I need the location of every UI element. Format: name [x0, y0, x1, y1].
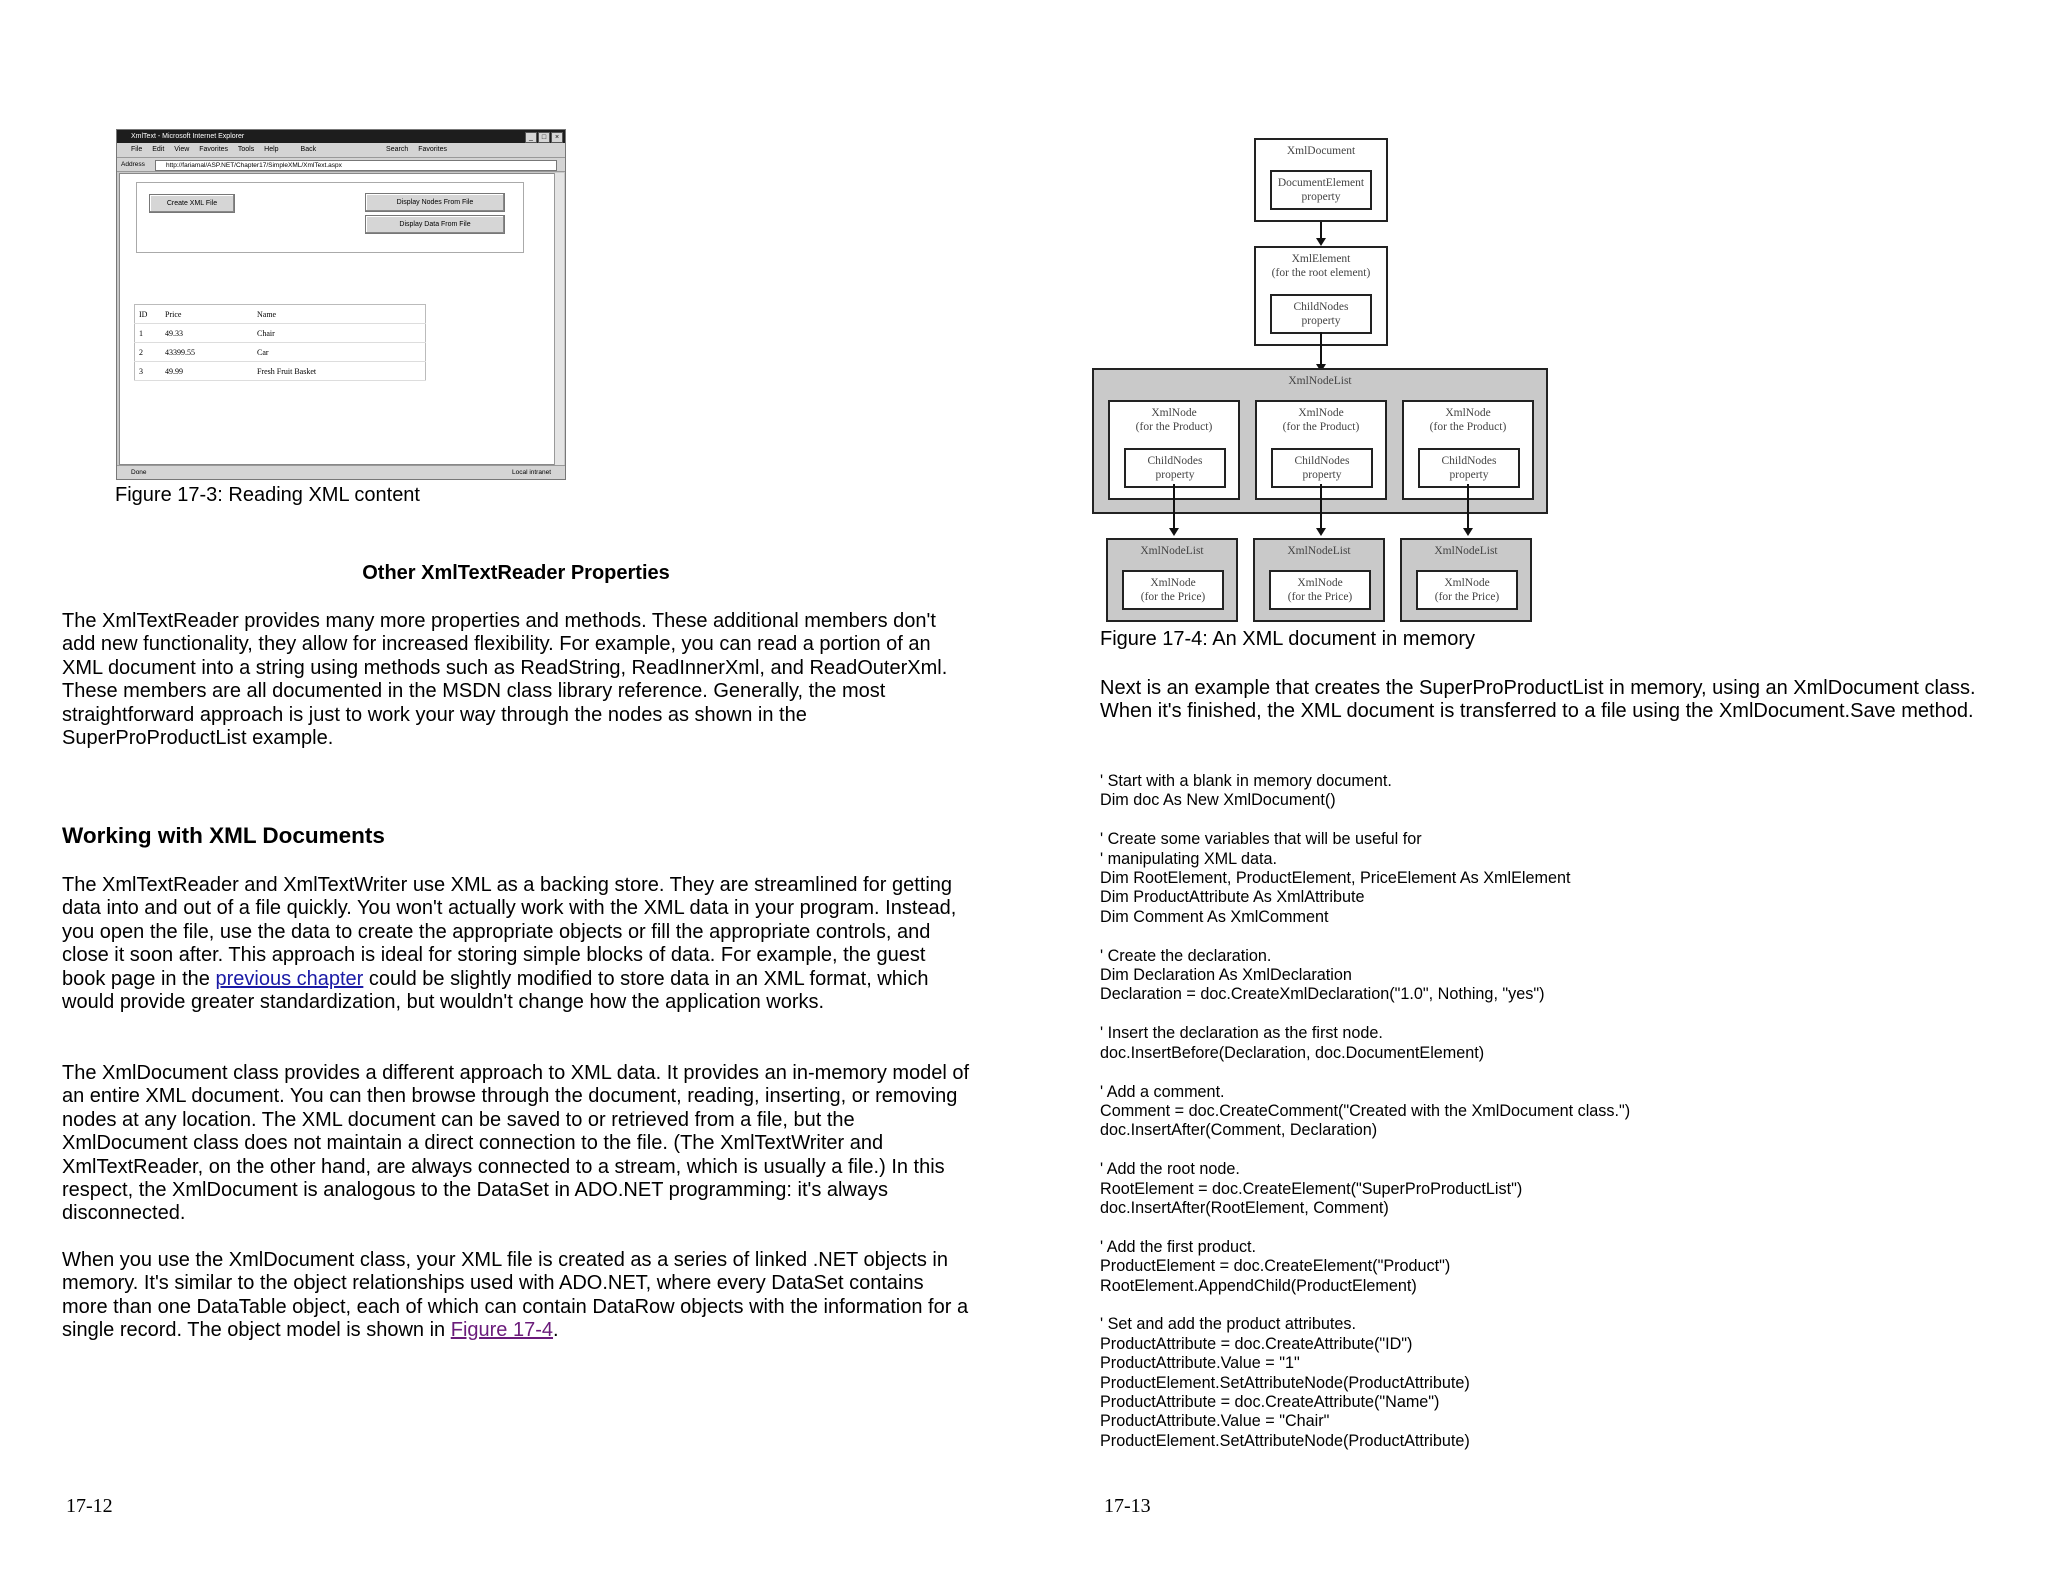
paragraph: The XmlTextReader provides many more properties and methods. These additional members don't add new functionality, they allow for increased flexibility. For example, you can read a portion of an XML document into a string using methods such as ReadString, ReadInnerXml, and ReadOuterXml. These members are all documented in the MSDN class library reference. Generally, the most straightforward approach is just to work your way through the nodes as shown in the SuperProProductList example.: [62, 610, 948, 750]
xmlnode-price-box: [1122, 570, 1224, 610]
menu-edit[interactable]: Edit: [152, 146, 165, 153]
section-heading: Working with XML Documents: [62, 823, 385, 848]
subheading: Other XmlTextReader Properties: [362, 562, 670, 584]
xmlnodelist-label: XmlNodeList: [1434, 545, 1498, 557]
childnodes-label: ChildNodes property: [1293, 301, 1349, 327]
menu-help[interactable]: Help: [264, 146, 279, 153]
table-cell: 2: [135, 343, 162, 362]
childnodes-box: [1270, 294, 1372, 334]
xmlnode-price-box: [1269, 570, 1371, 610]
arrow-icon: [1320, 222, 1322, 244]
paragraph-text: When you use the XmlDocument class, your XML file is created as a series of linked .NET objects in memory. It's similar to the object relationships used with ADO.NET, where every DataSet contains more than one DataTable object, each of which can contain DataRow objects with the information for a single record. The object model is shown in: [62, 1249, 969, 1342]
status-bar: [117, 465, 565, 479]
table-header: Price: [161, 305, 253, 324]
menu-tools[interactable]: Tools: [237, 146, 255, 153]
table-row: [135, 343, 426, 362]
xmlnodelist-price-box: [1400, 538, 1532, 622]
display-nodes-button[interactable]: Display Nodes From File: [365, 193, 505, 212]
xmldocument-box: [1254, 138, 1388, 222]
window-title: XmlText - Microsoft Internet Explorer: [131, 133, 245, 140]
table-cell: 49.33: [161, 324, 253, 343]
figure-caption: Figure 17-4: An XML document in memory: [1100, 628, 1475, 650]
xmlelement-label: XmlElement (for the root element): [1271, 253, 1371, 279]
close-icon[interactable]: ×: [551, 132, 563, 143]
menu-favorites[interactable]: Favorites: [199, 146, 229, 153]
previous-chapter-link[interactable]: previous chapter: [215, 967, 364, 990]
xmlnodelist-price-box: [1106, 538, 1238, 622]
table-cell: Fresh Fruit Basket: [253, 362, 426, 381]
paragraph: Next is an example that creates the SuperProProductList in memory, using an XmlDocument class. When it's finished, the XML document is transferred to a file using the XmlDocument.Save method.: [1100, 677, 1976, 723]
arrow-icon: [1320, 332, 1322, 370]
page-number: 17-12: [66, 1495, 113, 1517]
xmldocument-label: XmlDocument: [1286, 145, 1356, 157]
paragraph-text: could be slightly modified to store data in an XML format, which would provide greater standardization, but wouldn't change how the application works.: [62, 967, 929, 1014]
childnodes-label: ChildNodes property: [1441, 455, 1497, 481]
xmlnodelist-label: XmlNodeList: [1140, 545, 1204, 557]
xmlnode-product-label: XmlNode (for the Product): [1429, 407, 1507, 433]
arrow-icon: [1173, 484, 1175, 534]
back-button[interactable]: Back: [300, 146, 317, 153]
xmlelement-box: [1254, 246, 1388, 346]
table-row: [135, 362, 426, 381]
paragraph: [62, 1249, 974, 1343]
childnodes-box: [1271, 448, 1373, 488]
table-cell: 1: [135, 324, 162, 343]
search-button[interactable]: Search: [386, 146, 409, 153]
figure-17-4-link[interactable]: Figure 17-4: [450, 1319, 554, 1342]
xmlnodelist-price-box: [1253, 538, 1385, 622]
table-cell: Car: [253, 343, 426, 362]
childnodes-box: [1418, 448, 1520, 488]
figure-caption: Figure 17-3: Reading XML content: [115, 484, 420, 506]
table-cell: 3: [135, 362, 162, 381]
xmlnode-product-label: XmlNode (for the Product): [1282, 407, 1360, 433]
table-cell: 49.99: [161, 362, 253, 381]
xmlnode-price-label: XmlNode (for the Price): [1434, 577, 1500, 603]
table-cell: 43399.55: [161, 343, 253, 362]
paragraph-text: The XmlTextReader and XmlTextWriter use XML as a backing store. They are streamlined for getting data into and out of a file quickly. You won't actually work with the XML data in your program. Instead, you open the file, use the data to create the appropriate objects or fill the appropriate controls, and close it soon after. This approach is ideal for storing simple blocks of data. For example, the guest book page in the: [62, 874, 957, 990]
table-cell: Chair: [253, 324, 426, 343]
status-text: Done: [131, 469, 147, 476]
button-panel: [136, 182, 524, 253]
table-row: [135, 324, 426, 343]
arrow-icon: [1320, 484, 1322, 534]
menu-view[interactable]: View: [174, 146, 190, 153]
xmlnode-price-box: [1416, 570, 1518, 610]
address-input[interactable]: http://fariamal/ASP.NET/Chapter17/SimpleXML/XmlText.aspx: [155, 160, 557, 171]
menu-bar: [117, 143, 565, 158]
maximize-icon[interactable]: □: [538, 132, 550, 143]
documentelement-box: [1270, 170, 1372, 210]
childnodes-label: ChildNodes property: [1294, 455, 1350, 481]
menu-file[interactable]: File: [131, 146, 143, 153]
arrow-icon: [1467, 484, 1469, 534]
status-zone: Local intranet: [511, 469, 551, 476]
xmlnode-price-label: XmlNode (for the Price): [1287, 577, 1353, 603]
table-header-row: [135, 305, 426, 324]
display-data-button[interactable]: Display Data From File: [365, 215, 505, 234]
vertical-scrollbar[interactable]: [554, 173, 564, 465]
code-listing: ' Start with a blank in memory document. Dim doc As New XmlDocument() ' Create some variables that will be useful for ' manipulating XML data. Dim RootElement, ProductElement, PriceElement As XmlElement Dim ProductAttribute As XmlAttribute Dim Comment As XmlComment ' Create the declaration. Dim Declaration As XmlDeclaration Declaration = doc.CreateXmlDeclaration("1.0", Nothing, "yes") ' Insert the declaration as the first node. doc.InsertBefore(Declaration, doc.DocumentElement) ' Add a comment. Comment = doc.CreateComment("Created with the XmlDocument class.") doc.InsertAfter(Comment, Declaration) ' Add the root node. RootElement = doc.CreateElement("SuperProProductList") doc.InsertAfter(RootElement, Comment) ' Add the first product. ProductElement = doc.CreateElement("Product") RootElement.AppendChild(ProductElement) ' Set and add the product attributes. ProductAttribute = doc.CreateAttribute("ID") ProductAttribute.Value = "1" ProductElement.SetAttributeNode(ProductAttribute) ProductAttribute = doc.CreateAttribute("Name") ProductAttribute.Value = "Chair" ProductElement.SetAttributeNode(ProductAttribute): [1100, 772, 1631, 1450]
documentelement-label: DocumentElement property: [1277, 177, 1365, 203]
paragraph-text: .: [553, 1319, 559, 1342]
table-header: ID: [135, 305, 162, 324]
favorites-button[interactable]: Favorites: [418, 146, 447, 153]
minimize-icon[interactable]: _: [525, 132, 537, 143]
xmlnodelist-label: XmlNodeList: [1287, 545, 1351, 557]
paragraph: [62, 874, 974, 1014]
childnodes-label: ChildNodes property: [1147, 455, 1203, 481]
xmlnodelist-label: XmlNodeList: [1288, 375, 1352, 387]
product-table: [134, 304, 426, 381]
address-bar: [117, 158, 565, 172]
table-header: Name: [253, 305, 426, 324]
window-titlebar: [117, 130, 565, 143]
address-label: Address: [121, 161, 145, 168]
figure-17-3-screenshot: [116, 129, 566, 480]
childnodes-box: [1124, 448, 1226, 488]
create-xml-file-button[interactable]: Create XML File: [149, 194, 235, 213]
xmlnode-price-label: XmlNode (for the Price): [1140, 577, 1206, 603]
xmlnode-product-label: XmlNode (for the Product): [1135, 407, 1213, 433]
page-number: 17-13: [1104, 1495, 1151, 1517]
browser-viewport: [119, 173, 555, 465]
paragraph: The XmlDocument class provides a different approach to XML data. It provides an in-memory model of an entire XML document. You can then browse through the document, reading, inserting, or removing nodes at any location. The XML document can be saved to or retrieved from a file, but the XmlDocument class does not maintain a direct connection to the file. (The XmlTextWriter and XmlTextReader, on the other hand, are always connected to a stream, which is usually a file.) In this respect, the XmlDocument is analogous to the DataSet in ADO.NET programming: it's always disconnected.: [62, 1062, 970, 1225]
figure-17-4-diagram: [1092, 138, 1547, 622]
